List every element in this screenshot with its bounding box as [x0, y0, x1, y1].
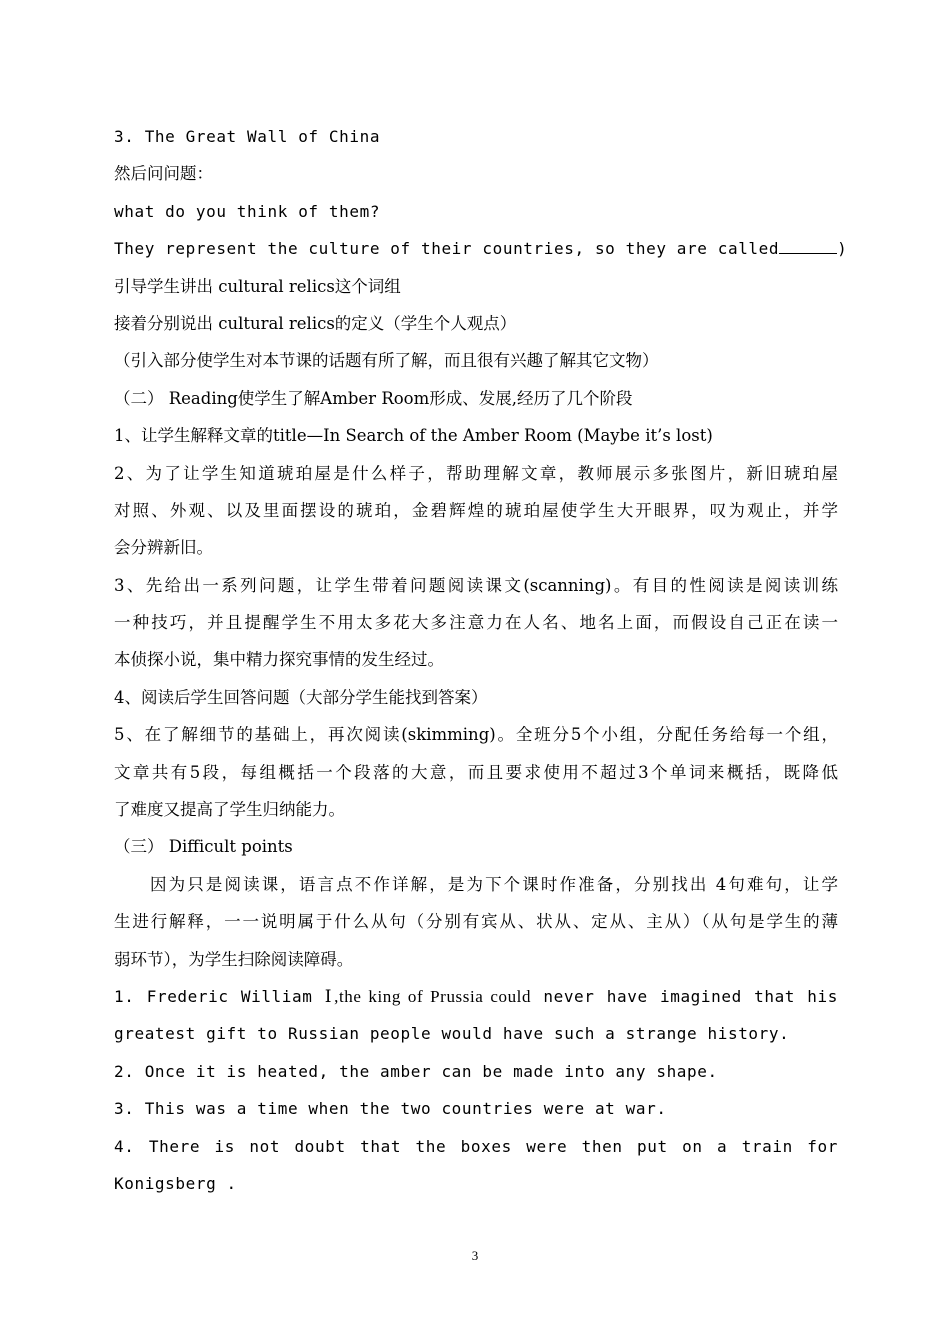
- sentence-4-line-1: 4. There is not doubt that the boxes were then put on a train for: [114, 1136, 838, 1156]
- sentence-1-line-2: greatest gift to Russian people would have such a strange history.: [114, 1024, 790, 1044]
- line-guide-relics: 引导学生讲出 cultural relics这个词组: [114, 276, 401, 296]
- line-represent-close: ): [837, 239, 848, 259]
- line-question: what do you think of them?: [114, 201, 381, 221]
- item-2-line-3: 会分辨新旧。: [114, 538, 213, 558]
- difficult-para-line-1: 因为只是阅读课，语言点不作详解，是为下个课时作准备，分别找出 4句难句，让学: [150, 874, 838, 894]
- item-3-line-2: 一种技巧，并且提醒学生不用太多花大多注意力在人名、地名上面，而假设自己正在读一: [114, 613, 838, 633]
- section-reading-heading: （二） Reading使学生了解Amber Room形成、发展,经历了几个阶段: [114, 388, 633, 408]
- line-define-relics: 接着分别说出 cultural relics的定义（学生个人观点）: [114, 313, 517, 333]
- page-content: [114, 118, 848, 1202]
- item-3-line-3: 本侦探小说，集中精力探究事情的发生经过。: [114, 650, 444, 670]
- item-2-line-2: 对照、外观、以及里面摆设的琥珀，金碧辉煌的琥珀屋使学生大开眼界，叹为观止，并学: [114, 500, 838, 520]
- section-difficult-heading: （三） Difficult points: [114, 837, 293, 857]
- sentence-1-line-1: [114, 978, 838, 1015]
- line-intro-note: （引入部分使学生对本节课的话题有所了解，而且很有兴趣了解其它文物）: [114, 351, 659, 371]
- sentence-1-part-c: never have imagined that his: [543, 986, 838, 1006]
- difficult-para-line-3: 弱环节），为学生扫除阅读障碍。: [114, 949, 354, 969]
- item-4: 4、阅读后学生回答问题（大部分学生能找到答案）: [114, 687, 488, 707]
- sentence-2: 2. Once it is heated, the amber can be made into any shape.: [114, 1061, 718, 1081]
- line-represent-text: They represent the culture of their countries, so they are called: [114, 239, 780, 259]
- sentence-3: 3. This was a time when the two countries were at war.: [114, 1099, 667, 1119]
- item-1-title: 1、让学生解释文章的title—In Search of the Amber Room (Maybe it’s lost): [114, 426, 713, 446]
- sentence-1-part-a: 1. Frederic William: [114, 986, 313, 1006]
- sentence-4-line-2: Konigsberg .: [114, 1173, 237, 1193]
- item-3-line-1: 3、先给出一系列问题，让学生带着问题阅读课文(scanning)。有目的性阅读是阅读训练: [114, 575, 838, 595]
- sentence-1-part-b: Ⅰ,the king of Prussia could: [324, 986, 532, 1006]
- line-represent: [114, 230, 848, 267]
- line-then-ask: 然后问问题：: [114, 164, 213, 184]
- item-5-line-3: 了难度又提高了学生归纳能力。: [114, 800, 345, 820]
- line-great-wall: 3. The Great Wall of China: [114, 127, 381, 146]
- item-5-line-1: 5、在了解细节的基础上，再次阅读(skimming)。全班分5个小组，分配任务给每一个组，: [114, 725, 838, 745]
- difficult-para-line-2: 生进行解释，一一说明属于什么从句（分别有宾从、状从、定从、主从）（从句是学生的薄: [114, 912, 838, 932]
- item-2-line-1: 2、为了让学生知道琥珀屋是什么样子，帮助理解文章，教师展示多张图片，新旧琥珀屋: [114, 463, 838, 483]
- item-5-line-2: 文章共有5段，每组概括一个段落的大意，而且要求使用不超过3个单词来概括，既降低: [114, 762, 838, 782]
- page-number: 3: [471, 1248, 479, 1263]
- answer-blank: [779, 239, 837, 254]
